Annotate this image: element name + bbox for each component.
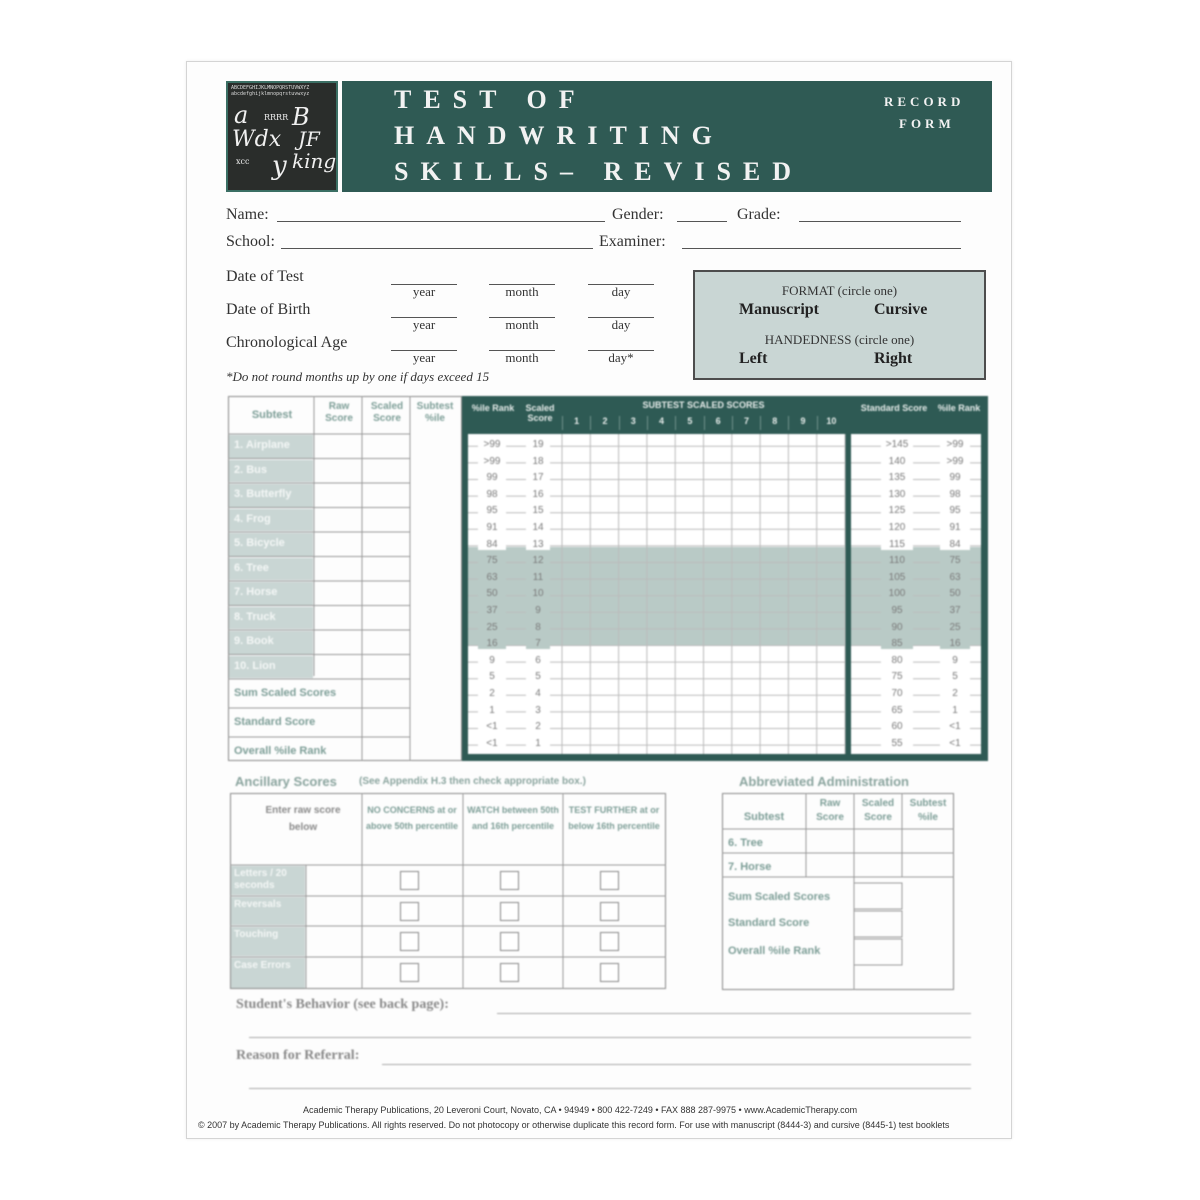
subtest-header: Subtest [251,409,293,421]
subtest-number: 2 [590,416,618,430]
abbr-percentile-header: Subtest %ile [909,798,947,823]
profile-labels [468,434,981,754]
scaled-score-label: 17 [526,472,550,483]
standard-score-label: 55 [881,738,913,749]
month-caption: month [505,317,539,332]
subtest-number: 1 [562,416,590,430]
abbr-sum-scaled: Sum Scaled Scores [728,891,831,903]
percentile-right-label: >99 [940,456,970,467]
ancillary-row-label: Reversals [234,899,282,910]
percentile-left-label: 91 [478,522,506,533]
year-caption: year [412,317,436,332]
title-line-1: TEST OF [394,85,587,114]
standard-score-label: 130 [881,489,913,500]
standard-score-label: 140 [881,456,913,467]
referral-line-2[interactable] [249,1088,971,1089]
logo-sample: king [292,149,337,173]
footer-address: Academic Therapy Publications, 20 Leveroni Court, Novato, CA • 94949 • 800 422-7249 • FAX 888 287-9975 • www.AcademicTherapy.com [303,1105,858,1115]
scaled-score-label: 15 [526,505,550,516]
percentile-right-label: 16 [940,638,970,649]
ancillary-checkbox[interactable] [600,902,619,921]
standard-score-label: 85 [881,638,913,649]
percentile-right-label: 50 [940,588,970,599]
subtest-number: 6 [704,416,732,430]
record-label: RECORD [884,94,965,109]
title-line-3: SKILLS– REVISED [394,157,804,186]
scaled-score-label: 16 [526,489,550,500]
gender-label: Gender: [612,206,664,223]
form-label: FORM [899,116,955,131]
standard-score-label: 90 [881,622,913,633]
referral-line-1[interactable] [382,1064,971,1065]
logo-alphabet-upper: ABCDEFGHIJKLMNOPQRSTUVWXYZ [231,85,310,91]
standard-score-label: >145 [881,439,913,450]
percentile-left-label: 9 [478,655,506,666]
profile-percentile-header: %ile Rank [468,400,518,430]
scaled-score-label: 2 [526,721,550,732]
scaled-score-label: 4 [526,688,550,699]
subtest-summary-label: Sum Scaled Scores [234,687,337,699]
rounding-note: *Do not round months up by one if days exceed 15 [226,369,490,384]
subtest-number-row [562,416,845,430]
profile-subtest-scaled-header: SUBTEST SCALED SCORES [562,400,845,414]
ancillary-rows [230,793,666,989]
format-label: FORMAT (circle one) [781,283,898,298]
date-of-test-label: Date of Test [226,268,304,285]
ancillary-row-label: Letters / 20 seconds [234,868,287,891]
percentile-right-label: >99 [940,439,970,450]
percentile-right-label: 95 [940,505,970,516]
percentile-right-label: <1 [940,721,970,732]
percentile-right-label: 91 [940,522,970,533]
school-label: School: [226,233,275,250]
year-caption: year [412,350,436,365]
day-caption: day [611,317,631,332]
standard-score-label: 110 [881,555,913,566]
ancillary-checkbox[interactable] [500,963,519,982]
ancillary-title-note: (See Appendix H.3 then check appropriate box.) [359,776,586,787]
percentile-left-label: 1 [478,705,506,716]
percentile-left-label: 2 [478,688,506,699]
referral-label: Reason for Referral: [236,1048,360,1063]
ancillary-row-label: Touching [234,929,279,940]
standard-score-label: 60 [881,721,913,732]
month-caption: month [505,350,539,365]
percentile-left-label: <1 [478,721,506,732]
scaled-score-label: 18 [526,456,550,467]
scaled-score-label: 13 [526,539,550,550]
percentile-right-label: 2 [940,688,970,699]
percentile-right-label: 9 [940,655,970,666]
subtest-row-label: 7. Horse [234,586,278,598]
footer-copyright: © 2007 by Academic Therapy Publications. All rights reserved. Do not photocopy or otherwise duplicate this record form. For use with manuscript (8444-3) and cursive (8445-1) test booklets [198,1120,950,1130]
standard-score-label: 70 [881,688,913,699]
subtest-number: 9 [788,416,816,430]
percentile-left-label: >99 [478,439,506,450]
ancillary-row-label: Case Errors [234,960,291,971]
abbr-standard-score: Standard Score [728,917,810,929]
profile-right-percentile-header: %ile Rank [937,400,981,430]
ancillary-checkbox[interactable] [400,932,419,951]
chronological-age-label: Chronological Age [226,334,348,351]
percentile-right-label: 84 [940,539,970,550]
scaled-score-label: 6 [526,655,550,666]
title-line-2: HANDWRITING [394,121,724,150]
ancillary-checkbox[interactable] [400,963,419,982]
standard-score-label: 75 [881,671,913,682]
standard-score-label: 105 [881,572,913,583]
percentile-left-label: 5 [478,671,506,682]
percentile-left-label: 63 [478,572,506,583]
subtest-number: 3 [619,416,647,430]
left-option[interactable]: Left [739,350,768,367]
abbr-overall-rank: Overall %ile Rank [728,945,821,957]
subtest-row-label: 1. Airplane [234,439,290,451]
month-caption: month [505,284,539,299]
subtest-percentile-header: Subtest %ile [416,401,454,424]
scaled-score-label: 14 [526,522,550,533]
behavior-line-1[interactable] [497,1013,971,1014]
standard-score-label: 80 [881,655,913,666]
percentile-right-label: 37 [940,605,970,616]
ancillary-checkbox[interactable] [600,963,619,982]
standard-score-label: 135 [881,472,913,483]
logo-sample: JF [298,127,320,151]
percentile-left-label: <1 [478,738,506,749]
percentile-right-label: 63 [940,572,970,583]
watch-header: WATCH between 50th and 16th percentile [467,805,559,831]
percentile-left-label: 37 [478,605,506,616]
scaled-score-label: 10 [526,588,550,599]
standard-score-label: 125 [881,505,913,516]
scaled-score-label: 1 [526,738,550,749]
ancillary-checkbox[interactable] [600,871,619,890]
standard-score-label: 65 [881,705,913,716]
standard-score-label: 115 [881,539,913,550]
scaled-score-label: 12 [526,555,550,566]
behavior-line-2[interactable] [249,1037,971,1038]
logo-sample: a [234,101,249,129]
name-label: Name: [226,206,269,223]
test-further-header: TEST FURTHER at or below 16th percentile [568,805,660,831]
manuscript-option[interactable]: Manuscript [739,301,819,318]
logo-sample: xcc [236,157,250,166]
ancillary-title: Ancillary Scores [235,774,337,789]
percentile-left-label: 25 [478,622,506,633]
abbr-row-horse: 7. Horse [728,861,772,873]
scoring-area [187,62,1013,1140]
cursive-option[interactable]: Cursive [874,301,928,318]
subtest-row-label: 4. Frog [234,512,271,525]
percentile-left-label: 99 [478,472,506,483]
ancillary-checkbox[interactable] [500,871,519,890]
day-caption: day [611,284,631,299]
subtest-number: 7 [732,416,760,430]
logo-sample: RRRR [264,113,289,122]
abbr-subtest-header: Subtest [743,811,785,823]
percentile-right-label: 98 [940,489,970,500]
ancillary-checkbox[interactable] [400,871,419,890]
subtest-number: 4 [647,416,675,430]
scaled-score-label: 7 [526,638,550,649]
abbreviated-header [722,793,954,829]
subtest-row-label: 6. Tree [234,561,269,574]
subtest-number: 10 [817,416,845,430]
profile-scaled-header: Scaled Score [518,400,562,430]
ancillary-checkbox[interactable] [400,902,419,921]
subtest-summary-label: Overall %ile Rank [234,745,327,757]
enter-raw-header: Enter raw score below [265,805,341,833]
subtest-row-label: 9. Book [234,635,274,647]
scaled-score-label: 3 [526,705,550,716]
ancillary-checkbox[interactable] [600,932,619,951]
examiner-label: Examiner: [599,233,666,250]
abbr-row-tree: 6. Tree [728,837,763,849]
subtest-row-label: 10. Lion [234,659,276,672]
abbreviated-title: Abbreviated Administration [739,774,909,789]
percentile-right-label: 1 [940,705,970,716]
ancillary-checkbox[interactable] [500,932,519,951]
handedness-label: HANDEDNESS (circle one) [764,332,915,347]
scaled-score-label: 8 [526,622,550,633]
logo-sample: Wdx [232,127,282,152]
scaled-score-header: Scaled Score [370,401,404,424]
standard-score-label: 100 [881,588,913,599]
scaled-score-label: 5 [526,671,550,682]
percentile-right-label: 5 [940,671,970,682]
subtest-row-label: 8. Truck [234,610,276,623]
abbr-raw-header: Raw Score [816,798,844,823]
percentile-left-label: 16 [478,638,506,649]
scaled-score-label: 11 [526,572,550,583]
grade-label: Grade: [737,206,781,223]
subtest-row-label: 5. Bicycle [234,537,285,549]
standard-score-label: 95 [881,605,913,616]
record-form-sheet [186,61,1012,1139]
date-of-birth-label: Date of Birth [226,301,311,318]
raw-score-header: Raw Score [325,401,353,424]
percentile-left-label: 75 [478,555,506,566]
percentile-right-label: <1 [940,738,970,749]
subtest-rows [228,396,462,761]
scaled-score-label: 9 [526,605,550,616]
standard-score-label: 120 [881,522,913,533]
day-star-caption: day* [608,350,634,365]
logo-sample: y [272,151,287,181]
percentile-left-label: 95 [478,505,506,516]
subtest-row-label: 2. Bus [234,463,268,476]
no-concerns-header: NO CONCERNS at or above 50th percentile [365,805,459,831]
abbr-scaled-header: Scaled Score [861,798,895,823]
subtest-number: 5 [675,416,703,430]
ancillary-checkbox[interactable] [500,902,519,921]
right-option[interactable]: Right [874,350,913,367]
percentile-left-label: >99 [478,456,506,467]
percentile-left-label: 84 [478,539,506,550]
percentile-left-label: 50 [478,588,506,599]
percentile-left-label: 98 [478,489,506,500]
percentile-right-label: 99 [940,472,970,483]
percentile-right-label: 25 [940,622,970,633]
subtest-number: 8 [760,416,788,430]
logo-sample: B [292,103,310,131]
profile-standard-header: Standard Score [851,400,937,430]
subtest-row-label: 3. Butterfly [234,488,292,500]
subtest-summary-label: Standard Score [234,716,316,728]
scaled-score-label: 19 [526,439,550,450]
year-caption: year [412,284,436,299]
logo-alphabet-lower: abcdefghijklmnopqrstuvwxyz [231,91,310,97]
percentile-right-label: 75 [940,555,970,566]
behavior-label: Student's Behavior (see back page): [236,997,449,1012]
